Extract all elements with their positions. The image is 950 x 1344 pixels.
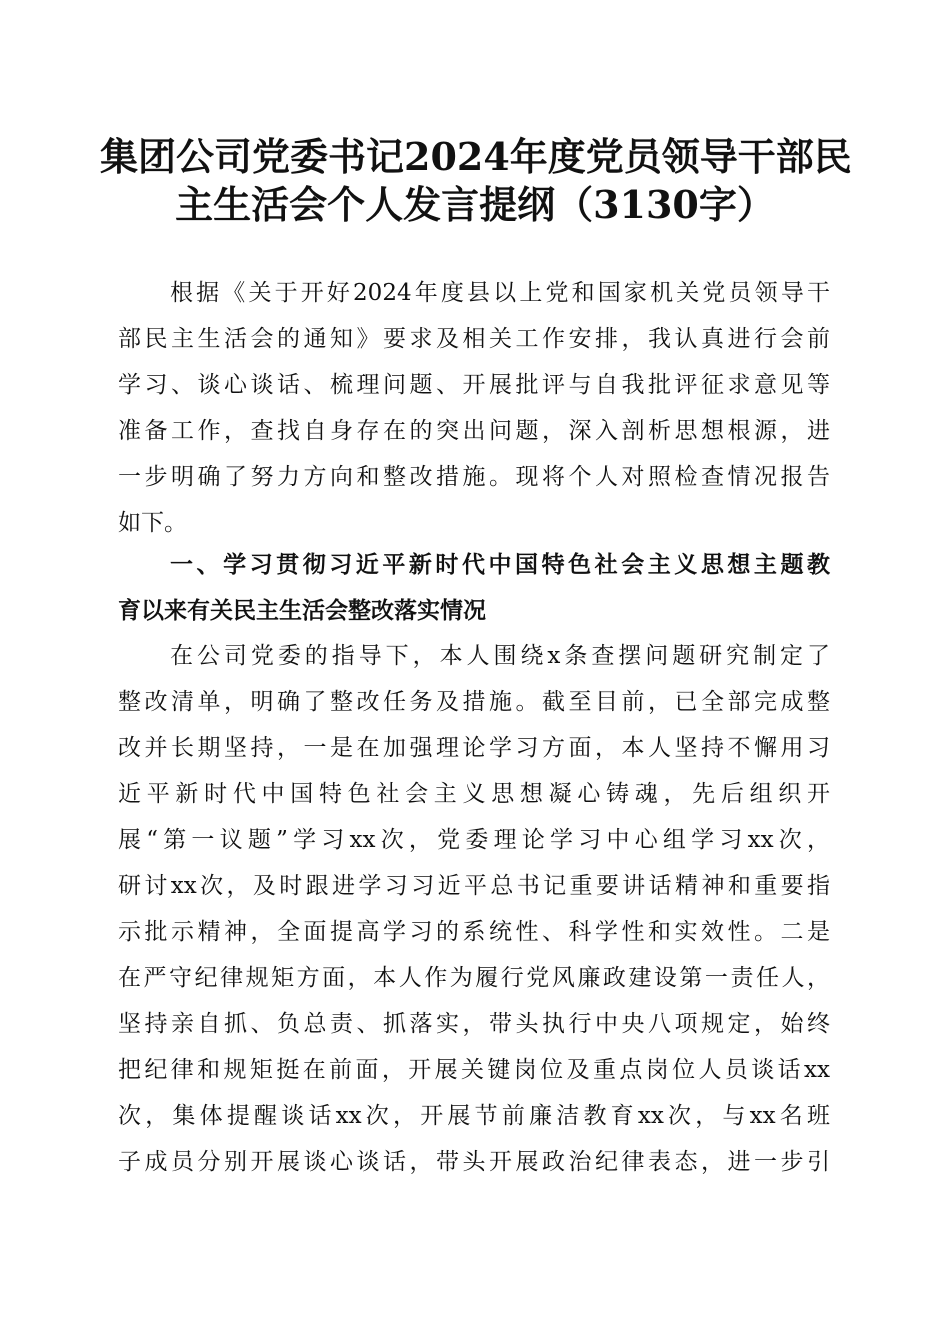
section-paragraph-line: 示批示精神，全面提高学习的系统性、科学性和实效性。二是 (118, 919, 830, 945)
section-paragraph-line: 子成员分别开展谈心谈话，带头开展政治纪律表态，进一步引 (118, 1149, 830, 1175)
section-paragraph-line: 把纪律和规矩挺在前面，开展关键岗位及重点岗位人员谈话xx (118, 1057, 830, 1083)
intro-paragraph-line: 准备工作，查找自身存在的突出问题，深入剖析思想根源，进 (118, 418, 830, 444)
section-paragraph-line: 近平新时代中国特色社会主义思想凝心铸魂，先后组织开 (118, 781, 830, 807)
intro-paragraph-line: 如下。 (118, 510, 187, 536)
section-paragraph-line: 坚持亲自抓、负总责、抓落实，带头执行中央八项规定，始终 (118, 1011, 830, 1037)
section-heading-line: 一、学习贯彻习近平新时代中国特色社会主义思想主题教 (170, 552, 830, 578)
section-paragraph-line: 次，集体提醒谈话xx次，开展节前廉洁教育xx次，与xx名班 (118, 1103, 830, 1129)
section-paragraph-line: 在公司党委的指导下，本人围绕x条查摆问题研究制定了 (170, 643, 830, 669)
section-paragraph-line: 改并长期坚持，一是在加强理论学习方面，本人坚持不懈用习 (118, 735, 830, 761)
section-heading-line: 育以来有关民主生活会整改落实情况 (118, 598, 486, 624)
intro-paragraph-line: 学习、谈心谈话、梳理问题、开展批评与自我批评征求意见等 (118, 372, 830, 398)
section-paragraph-line: 研讨xx次，及时跟进学习习近平总书记重要讲话精神和重要指 (118, 873, 830, 899)
intro-paragraph-line: 根据《关于开好2024年度县以上党和国家机关党员领导干 (170, 280, 830, 306)
document-title-line-1: 集团公司党委书记2024年度党员领导干部民 (100, 134, 852, 179)
intro-paragraph-line: 部民主生活会的通知》要求及相关工作安排，我认真进行会前 (118, 326, 830, 352)
section-paragraph-line: 整改清单，明确了整改任务及措施。截至目前，已全部完成整 (118, 689, 830, 715)
section-paragraph-line: 在严守纪律规矩方面，本人作为履行党风廉政建设第一责任人， (118, 965, 830, 991)
section-paragraph-line: 展“第一议题”学习xx次，党委理论学习中心组学习xx次， (118, 827, 830, 853)
document-title-line-2: 主生活会个人发言提纲（3130字） (175, 182, 775, 227)
intro-paragraph-line: 一步明确了努力方向和整改措施。现将个人对照检查情况报告 (118, 464, 830, 490)
